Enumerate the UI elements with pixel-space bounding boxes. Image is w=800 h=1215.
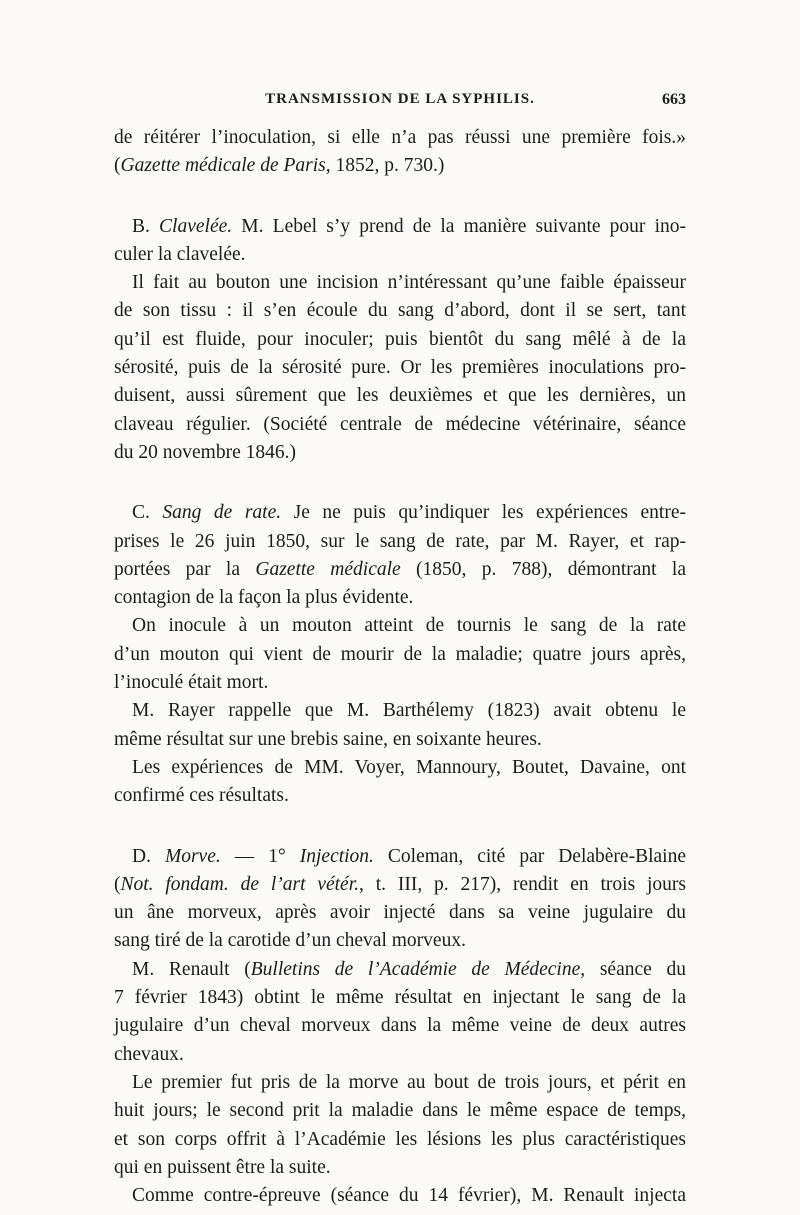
text-line: (Not. fondam. de l’art vétér., t. III, p. 217), rendit en trois jours: [114, 873, 686, 895]
text-line: l’inoculé était mort.: [114, 672, 269, 694]
section-b-heading-line: B. Clavelée. M. Lebel s’y prend de la manière suivante pour ino-: [132, 215, 686, 237]
text-line: du 20 novembre 1846.): [114, 441, 296, 463]
text-line: qui en puissent être la suite.: [114, 1156, 331, 1178]
text-line: Le premier fut pris de la morve au bout de trois jours, et périt en: [132, 1071, 686, 1093]
text-line: confirmé ces résultats.: [114, 785, 289, 807]
citation-title: Gazette médicale de Paris,: [120, 155, 331, 177]
section-d-subtitle: Injection.: [299, 845, 374, 867]
citation-title: Not. fondam. de l’art vétér.: [120, 873, 360, 895]
citation-title: Gazette médicale: [255, 558, 401, 580]
text-line: prises le 26 juin 1850, sur le sang de rate, par M. Rayer, et rap-: [114, 530, 686, 552]
text-line: et son corps offrit à l’Académie les lésions les plus caractéristiques: [114, 1128, 686, 1150]
text-line: d’un mouton qui vient de mourir de la maladie; quatre jours après,: [114, 643, 686, 665]
text-line: un âne morveux, après avoir injecté dans sa veine jugulaire du: [114, 902, 686, 924]
text-line: M. Renault (Bulletins de l’Académie de Médecine, séance du: [132, 958, 686, 980]
running-header: [114, 91, 686, 117]
text-line: Les expériences de MM. Voyer, Mannoury, Boutet, Davaine, ont: [132, 756, 686, 778]
text-line: chevaux.: [114, 1043, 184, 1065]
text-line: sérosité, puis de la sérosité pure. Or les premières inoculations pro-: [114, 357, 686, 379]
citation-title: Bulletins de l’Académie de Médecine,: [250, 958, 586, 980]
text-line: M. Rayer rappelle que M. Barthélemy (1823) avait obtenu le: [132, 700, 686, 722]
section-c-heading-line: C. Sang de rate. Je ne puis qu’indiquer les expériences entre-: [132, 502, 686, 524]
text-line: sang tiré de la carotide d’un cheval morveux.: [114, 930, 466, 952]
running-title: TRANSMISSION DE LA SYPHILIS.: [265, 91, 535, 107]
text-line: culer la clavelée.: [114, 243, 246, 265]
section-b-title: Clavelée.: [159, 215, 233, 237]
body-text: [114, 124, 686, 1210]
text-line: même résultat sur une brebis saine, en soixante heures.: [114, 728, 542, 750]
text-line: portées par la Gazette médicale (1850, p. 788), démontrant la: [114, 558, 686, 580]
text-line: jugulaire d’un cheval morveux dans la même veine de deux autres: [114, 1015, 686, 1037]
text-line: 7 février 1843) obtint le même résultat en injectant le sang de la: [114, 987, 686, 1009]
text-line: (Gazette médicale de Paris, 1852, p. 730.): [114, 155, 445, 177]
page-number: 663: [662, 91, 686, 108]
section-c-title: Sang de rate.: [162, 502, 282, 524]
section-d-heading-line: D. Morve. — 1° Injection. Coleman, cité par Delabère-Blaine: [132, 845, 686, 867]
text-line: claveau régulier. (Société centrale de médecine vétérinaire, séance: [114, 413, 686, 435]
text-line: qu’il est fluide, pour inoculer; puis bientôt du sang mêlé à de la: [114, 328, 686, 350]
text-line: Il fait au bouton une incision n’intéressant qu’une faible épaisseur: [132, 272, 686, 294]
text-line: duisent, aussi sûrement que les deuxièmes et que les dernières, un: [114, 385, 686, 407]
section-d-title: Morve.: [164, 845, 221, 867]
text-line: contagion de la façon la plus évidente.: [114, 587, 414, 609]
text-line: huit jours; le second prit la maladie dans le même espace de temps,: [114, 1100, 686, 1122]
text-line: Comme contre-épreuve (séance du 14 février), M. Renault injecta: [132, 1185, 686, 1207]
text-line: de réitérer l’inoculation, si elle n’a pas réussi une première fois.»: [114, 127, 686, 148]
text-line: On inocule à un mouton atteint de tournis le sang de la rate: [132, 615, 686, 637]
text-line: de son tissu : il s’en écoule du sang d’abord, dont il se sert, tant: [114, 300, 686, 322]
